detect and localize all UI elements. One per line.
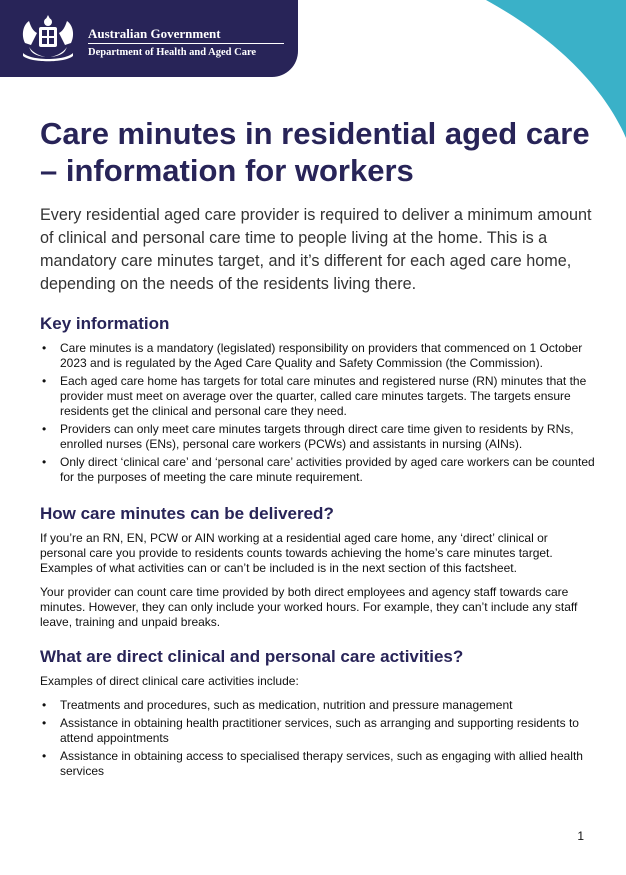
- department-name: Department of Health and Aged Care: [88, 47, 257, 58]
- list-item: • Providers can only meet care minutes targets through direct care time given to residents by RNs, enrolled nurses (ENs), personal care workers (PCWs) and assistants in nursing (AINs).: [40, 422, 595, 452]
- document-content: [40, 115, 595, 782]
- government-header: [0, 0, 298, 77]
- lead-paragraph: Every residential aged care provider is required to deliver a minimum amount of clinical and personal care time to people living at the home. This is a mandatory care minutes target, and it’s different for each aged care home, depending on the needs of the residents living there.: [40, 206, 592, 293]
- direct-activities-list: [40, 698, 595, 779]
- list-item: • Each aged care home has targets for total care minutes and registered nurse (RN) minutes that the provider must meet on average over the quarter, called care minutes targets. The targets ensure residents get the clinical and personal care they need.: [40, 374, 595, 419]
- government-title: Australian Government: [88, 26, 221, 41]
- key-information-list: [40, 341, 595, 485]
- list-item: • Care minutes is a mandatory (legislated) responsibility on providers that commenced on 1 October 2023 and is regulated by the Aged Care Quality and Safety Commission (the Commission).: [40, 341, 595, 371]
- direct-activities-intro: Examples of direct clinical care activities include:: [40, 674, 299, 688]
- list-item: • Treatments and procedures, such as medication, nutrition and pressure management: [40, 698, 595, 713]
- list-item: • Only direct ‘clinical care’ and ‘personal care’ activities provided by aged care workers can be counted for the purposes of meeting the care minute requirement.: [40, 455, 595, 485]
- list-item: • Assistance in obtaining health practitioner services, such as arranging and supporting residents to attend appointments: [40, 716, 595, 746]
- key-information-heading: Key information: [40, 314, 170, 333]
- body-paragraph: If you’re an RN, EN, PCW or AIN working at a residential aged care home, any ‘direct’ clinical or personal care you provide to residents counts towards achieving the home’s care minutes target. Examples of what activities can or can’t be included is in the next section of this factsheet.: [40, 531, 553, 575]
- page-title: Care minutes in residential aged care – information for workers: [40, 116, 590, 188]
- how-delivered-heading: How care minutes can be delivered?: [40, 504, 334, 523]
- coat-of-arms-icon: [17, 13, 79, 63]
- header-divider: [88, 43, 284, 44]
- list-item: • Assistance in obtaining access to specialised therapy services, such as engaging with allied health services: [40, 749, 595, 779]
- page-number: 1: [577, 829, 584, 843]
- body-paragraph: Your provider can count care time provided by both direct employees and agency staff towards care minutes. However, they can only include your worked hours. For example, they can’t include any staff leave, training and unpaid breaks.: [40, 585, 578, 629]
- direct-activities-heading: What are direct clinical and personal care activities?: [40, 647, 464, 666]
